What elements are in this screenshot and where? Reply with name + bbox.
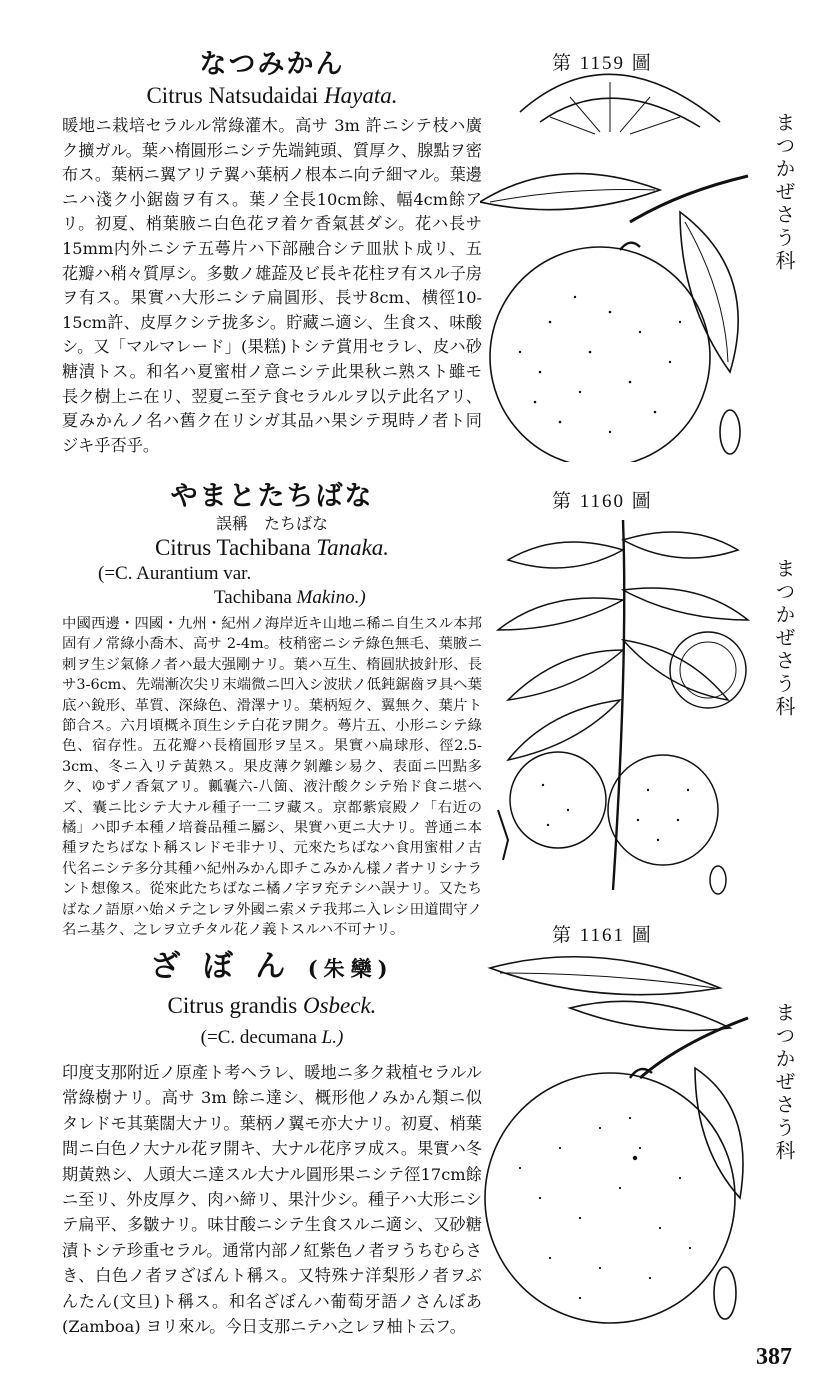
entry-zabon	[62, 950, 482, 1339]
figure-label: 第 1159 圖	[552, 53, 653, 74]
synonym-line-2	[62, 586, 482, 610]
family-label: まつかぜさう科	[772, 558, 796, 719]
scientific-name-species: Citrus Natsudaidai	[146, 83, 319, 108]
entry-natsumikan	[62, 48, 482, 458]
synonym-author: Makino.)	[296, 587, 366, 608]
zabon-illustration	[480, 948, 750, 1328]
synonym-var-name: Tachibana	[214, 587, 292, 608]
figure-label: 第 1160 圖	[552, 491, 653, 512]
scientific-name-species: Citrus grandis	[167, 993, 298, 1018]
scientific-name	[62, 534, 482, 562]
synonym-text: (=C. decumana	[200, 1027, 317, 1048]
entry-description: 中國西邊・四國・九州・紀州ノ海岸近キ山地ニ稀ニ自生スル本邦固有ノ常綠小喬木、高サ 2-4m。枝稍密ニシテ綠色無毛、葉腋ニ刺ヲ生ジ氣條ノ者ハ最大强剛ナリ。葉ハ互生、楕圓狀披針形、長サ3-6cm、先端漸次尖リ末端微ニ凹入シ波狀ノ低鈍鋸齒ヲ具ヘ葉底ハ銳形、革質、深綠色、滑澤ナリ。葉柄短ク、翼無ク、葉片ト節合ス。六月頃概ネ頂生シテ白花ヲ開ク。蕚片五、小形ニシテ綠色、宿存性。五花瓣ハ長楕圓形ヲ呈ス。果實ハ扁球形、徑2.5-3cm、冬ニ入リテ黃熟ス。果皮薄ク剝離シ易ク、表面ニ凹點多ク、ゆずノ香氣アリ。瓤囊六-八箇、液汁酸クシテ殆ド食ニ堪ヘズ、囊ニ比シテ大ナル種子一二ヲ藏ス。京都紫宸殿ノ「右近の橘」ハ即チ本種ノ培養品種ニ屬シ、果實ハ更ニ大ナリ。普通ニ本種ヲたちばなト稱スレドモ非ナリ、元來たちばなハ食用蜜柑ノ古代名ニシテ多分其種ハ紀州みかん即チこみかん樣ノ者ナリシナラント想像ス。從來此たちばなニ橘ノ字ヲ充テシハ誤ナリ。又たちばなノ語原ハ始メテ之レヲ外國ニ索メテ我邦ニ入レシ田道間守ノ名ニ基ク、之レヲ立チタル花ノ義トスルハ不可ナリ。	[62, 616, 482, 939]
synonym-author: L.)	[321, 1027, 344, 1048]
natsumikan-illustration	[480, 72, 750, 462]
scientific-name	[62, 992, 482, 1020]
scientific-name-author: Hayata.	[324, 83, 398, 108]
figure-label: 第 1161 圖	[552, 925, 653, 946]
entry-yamatotachibana	[62, 480, 482, 941]
entry-title: ざ ぼ ん	[150, 949, 292, 984]
entry-description: 暖地ニ栽培セラルル常綠灌木。高サ 3m 許ニシテ枝ハ廣ク擴ガル。葉ハ楕圓形ニシテ先端鈍頭、質厚ク、腺點ヲ密布ス。葉柄ニ翼アリテ翼ハ葉柄ノ根本ニ向テ細マル。葉邊ニハ淺ク小鋸齒ヲ有ス。葉ノ全長10cm餘、幅4cm餘アリ。初夏、梢葉腋ニ白色花ヲ着ケ香氣甚ダシ。花ハ長サ15mm内外ニシテ五蕚片ハ下部融合シテ皿狀ト成リ、五花瓣ハ稍々質厚シ。多數ノ雄蕋及ビ長キ花柱ヲ有スル子房ヲ有ス。果實ハ大形ニシテ扁圓形、長サ8cm、横徑10-15cm許、皮厚クシテ拢多シ。貯藏ニ適シ、生食ス、味酸シ。又「マルマレード」(果糕)トシテ賞用セラレ、皮ハ砂糖漬トス。和名ハ夏蜜柑ノ意ニシテ此果秋ニ熟スト雖モ長ク樹上ニ在リ、翌夏ニ至テ食セラルルヲ以テ此名アリ、夏みかんノ名ハ舊ク在リシガ其品ハ果シテ現時ノ者ト同ジキ乎否乎。	[62, 116, 482, 455]
page-number: 387	[756, 1344, 792, 1370]
entry-title-row	[62, 950, 482, 986]
entry-title-kanji: (朱欒)	[307, 956, 394, 981]
entry-title: なつみかん	[199, 49, 345, 80]
entry-alias: 誤稱 たちばな	[215, 514, 328, 533]
scientific-name-species: Citrus Tachibana	[154, 535, 311, 560]
synonym-text: (=C. Aurantium var.	[98, 563, 252, 584]
entry-description: 印度支那附近ノ原產ト考ヘラレ、暖地ニ多ク栽植セラルル常綠樹ナリ。高サ 3m 餘ニ達シ、概形他ノみかん類ニ似タレドモ其葉闊大ナリ。葉柄ノ翼モ亦大ナリ。初夏、梢葉間ニ白色ノ大ナル花ヲ開キ、大ナル花序ヲ成ス。果實ハ冬期黃熟シ、人頭大ニ達スル大ナル圓形果ニシテ徑17cm餘ニ至リ、外皮厚ク、肉ハ締リ、果汁少シ。種子ハ大形ニシテ扁平、多皺ナリ。味甘酸ニシテ生食スルニ適シ、又砂糖漬トシテ珍重セラル。通常内部ノ紅紫色ノ者ヲうちむらさき、白色ノ者ヲざぼんト稱ス。又特殊ナ洋梨形ノ者ヲぶんたん(文旦)ト稱ス。和名ざぼんハ葡萄牙語ノさんぼあ (Zamboa) ヨリ來ル。今日支那ニテハ之レヲ柚ト云フ。	[62, 1063, 482, 1337]
synonym-line	[62, 1026, 482, 1050]
yamatotachibana-illustration	[488, 510, 758, 900]
family-label: まつかぜさう科	[772, 1002, 796, 1163]
scientific-name-author: Osbeck.	[303, 993, 377, 1018]
scientific-name	[62, 82, 482, 110]
synonym-line-1	[62, 562, 482, 586]
scientific-name-author: Tanaka.	[316, 535, 390, 560]
family-label: まつかぜさう科	[772, 112, 796, 273]
entry-title: やまとたちばな	[170, 481, 374, 512]
